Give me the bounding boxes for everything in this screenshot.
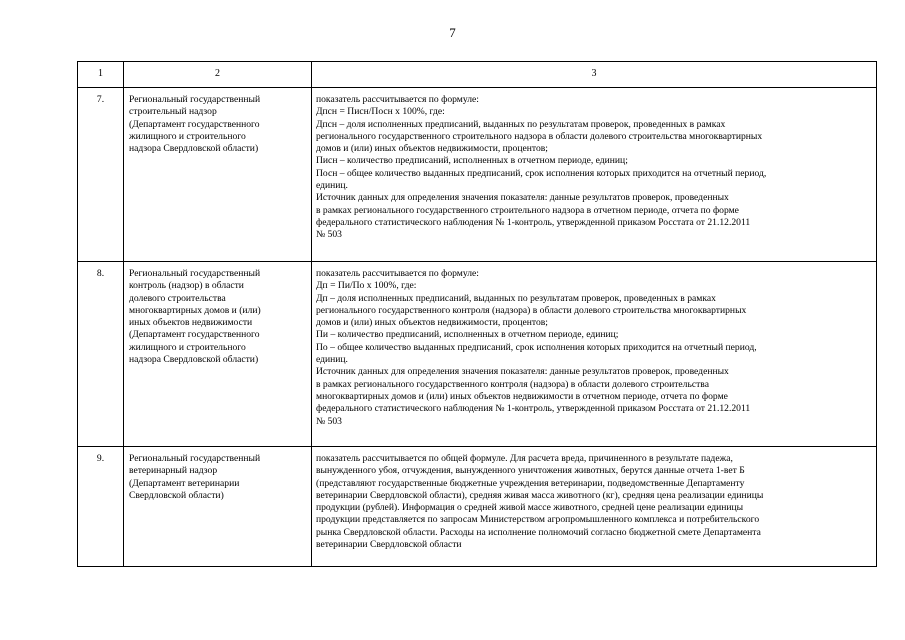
name-line: жилищного и строительного — [129, 130, 246, 142]
column-header: 3 — [312, 62, 877, 88]
name-line: надзора Свердловской области) — [129, 143, 259, 155]
desc-line: рынка Свердловской области. Расходы на исполнение полномочий согласно бюджетной смете Департамента — [316, 526, 761, 538]
desc-line: в рамках регионального государственного контроля (надзора) в области долевого строительства — [316, 378, 709, 390]
desc-line: в рамках регионального государственного строительного надзора в отчетном периоде, отчета по форме — [316, 204, 739, 216]
name-line: иных объектов недвижимости — [129, 317, 253, 329]
desc-line: домов и (или) иных объектов недвижимости, процентов; — [316, 317, 548, 329]
row-number: 7. — [78, 88, 124, 262]
name-line: жилищного и строительного — [129, 341, 246, 353]
desc-line: регионального государственного строительного надзора в области долевого строительства многоквартирных — [316, 130, 763, 142]
table-header-row — [78, 62, 877, 88]
desc-line: регионального государственного контроля (надзора) в области долевого строительства многоквартирных — [316, 304, 747, 316]
name-line: Свердловской области) — [129, 489, 224, 501]
name-line: (Департамент государственного — [129, 329, 260, 341]
desc-line: вынужденного убоя, отчуждения, вынужденного уничтожения животных, берутся данные отчета 1-вет Б — [316, 465, 745, 477]
desc-line: № 503 — [316, 229, 342, 241]
desc-line: Дп – доля исполненных предписаний, выданных по результатам проверок, проведенных в рамках — [316, 292, 716, 304]
desc-line: продукции представляется по запросам Министерством агропромышленного комплекса и потребительского — [316, 514, 760, 526]
name-line: надзора Свердловской области) — [129, 354, 259, 366]
supervision-name — [124, 447, 312, 567]
row-number: 8. — [78, 262, 124, 447]
name-line: долевого строительства — [129, 292, 226, 304]
page-number: 7 — [449, 25, 456, 40]
name-line: (Департамент государственного — [129, 118, 260, 130]
desc-line: Источник данных для определения значения показателя: данные результатов проверок, проведенных — [316, 192, 729, 204]
desc-line: единиц. — [316, 354, 348, 366]
name-line: Региональный государственный — [129, 268, 261, 279]
desc-line: Дпсн = Писн/Посн x 100%, где: — [316, 106, 445, 118]
desc-line: федерального статистического наблюдения № 1-контроль, утвержденной приказом Росстата от 21.12.2011 — [316, 216, 751, 228]
desc-line: домов и (или) иных объектов недвижимости, процентов; — [316, 143, 548, 155]
name-line: (Департамент ветеринарии — [129, 477, 240, 489]
table-row — [78, 447, 877, 567]
desc-line: ветеринарии Свердловской области), средняя живая масса животного (кг), средняя цена реализации единицы — [316, 489, 764, 501]
name-line: строительный надзор — [129, 106, 217, 118]
desc-line: показатель рассчитывается по общей формуле. Для расчета вреда, причиненного в результате падежа, — [316, 453, 733, 464]
desc-line: федерального статистического наблюдения № 1-контроль, утвержденной приказом Росстата от 21.12.2011 — [316, 403, 751, 415]
column-header: 2 — [124, 62, 312, 88]
supervision-name — [124, 88, 312, 262]
desc-line: Дпсн – доля исполненных предписаний, выданных по результатам проверок, проведенных в рамках — [316, 118, 726, 130]
name-line: Региональный государственный — [129, 94, 261, 105]
name-line: многоквартирных домов и (или) — [129, 304, 261, 316]
column-header: 1 — [78, 62, 124, 88]
desc-line: Посн – общее количество выданных предписаний, срок исполнения которых приходится на отчетный период, — [316, 167, 767, 179]
indicator-description — [312, 88, 877, 262]
desc-line: № 503 — [316, 415, 342, 427]
row-number: 9. — [78, 447, 124, 567]
desc-line: показатель рассчитывается по формуле: — [316, 268, 479, 279]
desc-line: продукции (рублей). Информация о средней живой массе животного, средней цене реализации единицы — [316, 502, 744, 514]
supervision-name — [124, 262, 312, 447]
desc-line: Источник данных для определения значения показателя: данные результатов проверок, проведенных — [316, 366, 729, 378]
name-line: контроль (надзор) в области — [129, 280, 244, 292]
desc-line: Пи – количество предписаний, исполненных в отчетном периоде, единиц; — [316, 329, 619, 341]
desc-line: ветеринарии Свердловской области — [316, 539, 462, 551]
table-row — [78, 88, 877, 262]
desc-line: многоквартирных домов и (или) иных объектов недвижимости в отчетном периоде, отчета по форме — [316, 390, 728, 402]
indicator-description — [312, 262, 877, 447]
table-row — [78, 262, 877, 447]
desc-line: единиц. — [316, 180, 348, 192]
desc-line: Писн – количество предписаний, исполненных в отчетном периоде, единиц; — [316, 155, 628, 167]
indicators-table — [77, 61, 877, 567]
desc-line: (представляют государственные бюджетные учреждения ветеринарии, подведомственные Департаменту — [316, 477, 745, 489]
desc-line: Дп = Пи/По x 100%, где: — [316, 280, 417, 292]
desc-line: показатель рассчитывается по формуле: — [316, 94, 479, 105]
desc-line: По – общее количество выданных предписаний, срок исполнения которых приходится на отчетный период, — [316, 341, 757, 353]
indicator-description — [312, 447, 877, 567]
name-line: Региональный государственный — [129, 453, 261, 464]
name-line: ветеринарный надзор — [129, 465, 218, 477]
